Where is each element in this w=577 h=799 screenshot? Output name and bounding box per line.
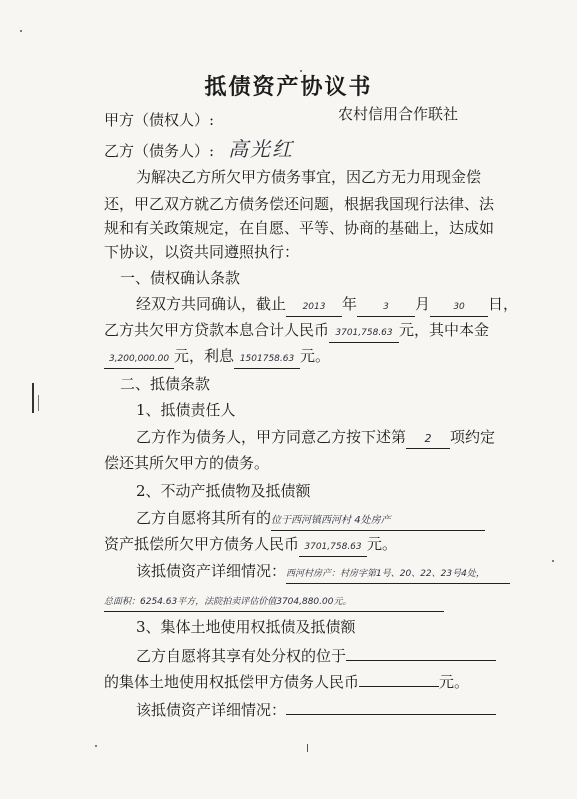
interest-amount: 1501758.63 [234,351,300,369]
section2-heading: 二、抵债条款 [120,375,211,393]
scan-mark-left [32,383,34,413]
section1-heading: 一、债权确认条款 [120,269,241,287]
sub3-detail-blank [286,698,496,715]
confirm-prefix: 经双方共同确认，截止 [136,295,287,313]
party-b-value: 高光红 [228,137,295,161]
scan-speck [20,30,22,32]
scan-speck [552,560,554,562]
principal-suffix: 元，利息 [174,347,235,365]
sub3-line1 [136,644,496,666]
party-a-value: 农村信用合作联社 [338,105,459,123]
sub2-detail-line2 [104,589,444,612]
sub3-location-blank [346,644,496,661]
intro-line-4: 下协议，以资共同遵照执行： [104,243,300,261]
party-a-label: 甲方（债权人）: [104,111,215,129]
sub3-line1-prefix: 乙方自愿将其享有处分权的位于 [136,647,347,665]
sub1-heading: 1、抵债责任人 [136,401,236,419]
sub1-text-suffix: 项约定 [450,428,496,446]
total-line [104,320,489,343]
year-unit: 年 [342,295,358,313]
sub3-detail-line [136,698,496,720]
document-title: 抵债资产协议书 [204,74,373,100]
sub2-detail-line [136,561,510,584]
sub1-text-line2: 偿还其所欠甲方的债务。 [104,454,270,472]
sub2-amount: 3701,758.63 [299,539,367,557]
date-year: 2013 [286,299,342,317]
principal-amount: 3,200,000.00 [104,351,174,369]
sub2-detail-2: 总面积：6254.63平方，法院拍卖评估价值3704,880.00元。 [104,594,444,612]
sub2-line2 [104,534,397,557]
total-suffix: 元，其中本金 [399,321,490,339]
sub2-line2-suffix: 元。 [367,535,398,553]
principal-line [104,346,330,369]
scan-mark-left-faint [38,395,39,411]
total-amount: 3701,758.63 [329,325,399,343]
scan-speck [95,745,97,747]
sub3-detail-prefix: 该抵债资产详细情况： [136,701,287,719]
sub2-detail-1: 西河村房产：村房字第1号、20、22、23号4处， [286,566,510,584]
interest-suffix: 元。 [300,347,331,365]
scan-mark-bottom [307,744,308,752]
date-month: 3 [357,299,415,317]
sub2-heading: 2、不动产抵债物及抵债额 [136,482,311,500]
sub1-item: 2 [406,431,450,449]
party-b-label: 乙方（债务人）: [104,142,215,160]
sub1-text-prefix: 乙方作为债务人，甲方同意乙方按下述第 [136,428,407,446]
sub3-line2-prefix: 的集体土地使用权抵偿甲方债务人民币 [104,673,360,691]
party-b-line [104,139,294,161]
intro-line-1: 为解决乙方所欠甲方债务事宜，因乙方无力用现金偿 [136,168,482,186]
month-unit: 月 [415,295,431,313]
sub3-heading: 3、集体土地使用权抵债及抵债额 [136,618,356,636]
sub2-line1-prefix: 乙方自愿将其所有的 [136,509,272,527]
sub2-line1 [136,508,485,531]
scan-speck [300,70,302,72]
intro-line-2: 还，甲乙双方就乙方债务偿还问题，根据我国现行法律、法 [104,195,495,213]
sub3-line2 [104,670,469,692]
sub3-amount-blank [359,670,439,687]
day-unit: 日， [488,295,519,313]
confirm-date-line [136,294,518,317]
sub2-line2-prefix: 资产抵偿所欠甲方债务人民币 [104,535,300,553]
sub2-property: 位于西河镇西河村 4处房产 [271,513,485,531]
intro-line-3: 规和有关政策规定，在自愿、平等、协商的基础上，达成如 [104,219,495,237]
sub3-line2-suffix: 元。 [439,673,470,691]
total-prefix: 乙方共欠甲方贷款本息合计人民币 [104,321,330,339]
date-day: 30 [430,299,488,317]
sub1-text [136,427,495,449]
sub2-detail-prefix: 该抵债资产详细情况： [136,562,287,580]
